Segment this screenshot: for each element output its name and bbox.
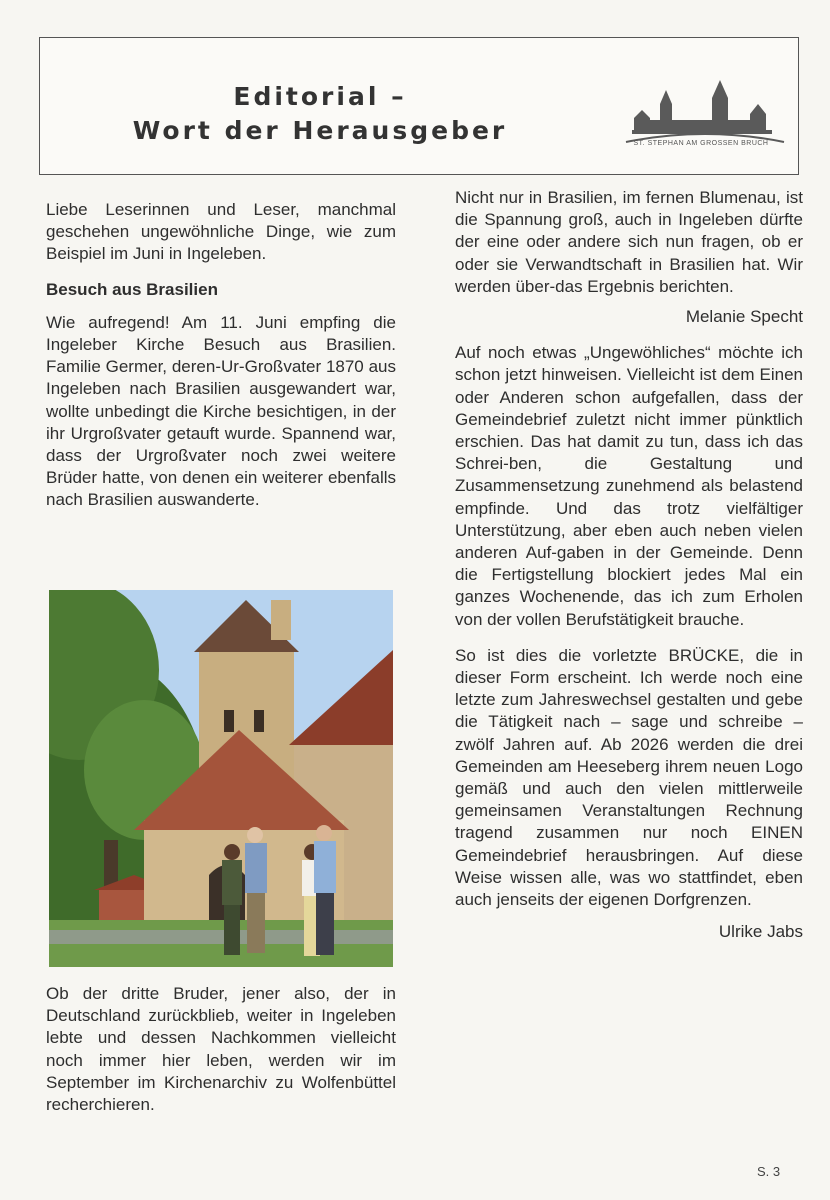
page-title-line2: Wort der Herausgeber bbox=[132, 116, 508, 145]
body-paragraph: Ob der dritte Bruder, jener also, der in Deutschland zurückblieb, weiter in Ingeleben lebte und dessen Nachkommen vielleicht noch immer hier leben, werden wir im September im Kirchenarchiv zu Wolfenbüttel recherchieren. bbox=[46, 984, 396, 1115]
body-paragraph: Auf noch etwas „Ungewöhliches“ möchte ich schon jetzt hinweisen. Vielleicht ist dem Einen oder Anderen schon aufgefallen, dass der Gemeindebrief zuletzt nicht immer pünktlich erschien. Das hat damit zu tun, dass ich das Schrei-ben, die Gestaltung und Zusammensetzung zunehmend als belastend empfinde. Und das trotz vielfältiger Unterstützung, aber eben auch neben vielen anderen Auf-gaben in der Gemeinde. Denn die Fertigstellung blockiert jedes Mal ein ganzes Wochenende, das ich zum Erholen von der vollen Berufstätigkeit brauche. bbox=[455, 343, 803, 629]
signature: Ulrike Jabs bbox=[718, 922, 803, 942]
body-paragraph: So ist dies die vorletzte BRÜCKE, die in dieser Form erscheint. Ich werde noch eine letzte zum Jahreswechsel gestalten und gebe die Tätigkeit nach – sage und schreibe – zwölf Jahren auf. Ab 2026 werden die drei Gemeinden am Heeseberg ihrem neuen Logo gemäß und auch den vielen mittlerweile gemeinsamen Veranstaltungen Rechnung tragend zusammen nur noch EINEN Gemeindebrief herausbringen. Auf diese Weise wissen alle, was wo stattfindet, eben auch jenseits der eigenen Dorfgrenzen. bbox=[455, 645, 803, 910]
signature: Melanie Specht bbox=[685, 307, 803, 327]
section-heading: Besuch aus Brasilien bbox=[46, 279, 218, 299]
page-title-line1: Editorial – bbox=[233, 82, 407, 111]
left-column-bottom bbox=[46, 983, 396, 1116]
church-photo bbox=[49, 590, 393, 967]
left-column bbox=[46, 199, 396, 512]
page-number: S. 3 bbox=[757, 1164, 781, 1179]
logo-caption: ST. STEPHAN AM GROSSEN BRUCH bbox=[633, 140, 769, 147]
right-column bbox=[455, 187, 803, 944]
header-box bbox=[39, 37, 799, 175]
intro-paragraph: Liebe Leserinnen und Leser, manchmal geschehen ungewöhnliche Dinge, wie zum Beispiel im Juni in Ingeleben. bbox=[46, 200, 396, 264]
body-paragraph: Wie aufregend! Am 11. Juni empfing die Ingeleber Kirche Besuch aus Brasilien. Familie Germer, deren-Ur-Großvater 1870 aus Ingeleben nach Brasilien ausgewandert war, wollte unbedingt die Kirche besichtigen, in der ihr Urgroßvater getauft wurde. Spannend war, dass der Urgroßvater noch zwei weitere Brüder hatte, von denen ein weiterer ebenfalls nach Brasilien auswanderte. bbox=[46, 312, 396, 510]
church-logo-icon bbox=[620, 60, 790, 170]
body-paragraph: Nicht nur in Brasilien, im fernen Blumenau, ist die Spannung groß, auch in Ingeleben dürfte der eine oder andere sich nun fragen, ob er oder sie Verwandtschaft in Brasilien hat. Wir werden über-das Ergebnis berichten. bbox=[455, 188, 803, 296]
